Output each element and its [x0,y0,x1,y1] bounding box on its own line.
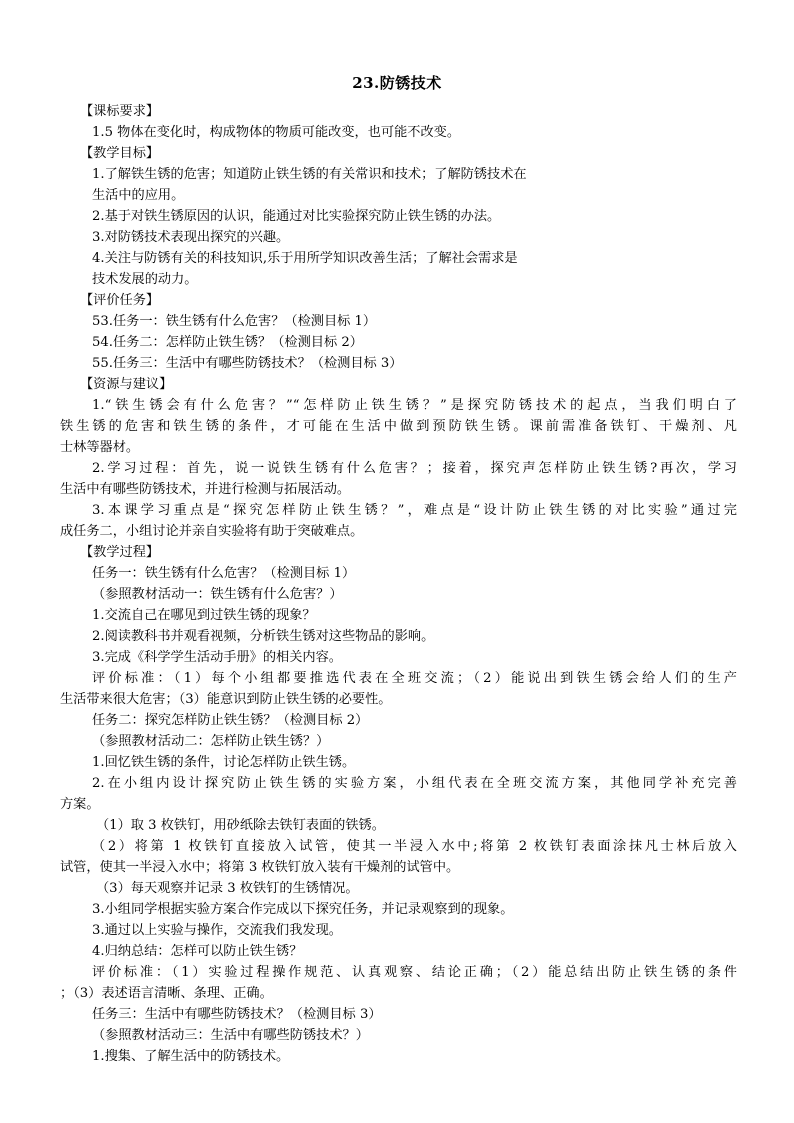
text-line: 1.回忆铁生锈的条件，讨论怎样防止铁生锈。 [92,755,356,770]
text-line: 55.任务三：生活中有哪些防锈技术？（检测目标 3） [92,356,403,371]
text-line: 2.在小组内设计探究防止铁生锈的实验方案，小组代表在全班交流方案，其他同学补充完善 [92,776,737,791]
text-line: 3.完成《科学学生活动手册》的相关内容。 [92,650,342,665]
text-line: 铁生锈的危害和铁生锈的条件，才可能在生活中做到预防铁生锈。课前需准备铁钉、干燥剂、凡 [60,419,737,434]
text-line: 生活中的应用。 [92,188,185,203]
text-line: 3.对防锈技术表现出探究的兴趣。 [92,230,290,245]
text-line: （1）取 3 枚铁钉，用砂纸除去铁钉表面的铁锈。 [96,818,385,833]
text-line: 试管，使其一半浸入水中；将第 3 枚铁钉放入装有干燥剂的试管中。 [60,860,460,875]
text-line: 53.任务一：铁生锈有什么危害？（检测目标 1） [92,314,377,329]
text-line: 1.“铁生锈会有什么危害？”“怎样防止铁生锈？”是探究防锈技术的起点，当我们明白了 [92,398,737,413]
text-line: 评价标准：（1）实验过程操作规范、认真观察、结论正确；（2）能总结出防止铁生锈的条件 [92,965,737,980]
text-line: 士林等器材。 [60,440,140,455]
text-line: 生活中有哪些防锈技术，并进行检测与拓展活动。 [60,482,351,497]
text-line: （3）每天观察并记录 3 枚铁钉的生锈情况。 [96,881,359,896]
text-line: 2.学习过程：首先，说一说铁生锈有什么危害？；接着，探究声怎样防止铁生锈?再次，学习 [92,461,737,476]
text-line: 1.交流自己在哪见到过铁生锈的现象？ [92,608,316,623]
text-line: 任务一：铁生锈有什么危害？（检测目标 1） [92,566,356,581]
text-line: 1.5 物体在变化时，构成物体的物质可能改变，也可能不改变。 [92,125,461,140]
text-line: 成任务二，小组讨论并亲自实验将有助于突破难点。 [60,524,364,539]
text-line: 2.阅读教科书并观看视频，分析铁生锈对这些物品的影响。 [92,629,435,644]
text-line: 54.任务二：怎样防止铁生锈？（检测目标 2） [92,335,363,350]
text-line: 任务二：探究怎样防止铁生锈？（检测目标 2） [92,713,369,728]
section-heading-assessment: 【评价任务】 [80,293,160,308]
page-title: 23.防锈技术 [352,74,442,92]
text-line: 3.通过以上实验与操作，交流我们我发现。 [92,923,342,938]
text-line: ；（3）表述语言清晰、条理、正确。 [60,986,273,1001]
text-line: 3.小组同学根据实验方案合作完成以下探究任务，并记录观察到的现象。 [92,902,514,917]
text-line: （参照教材活动三：生活中有哪些防锈技术？） [92,1028,369,1043]
section-heading-process: 【教学过程】 [80,545,160,560]
section-heading-objectives: 【教学目标】 [80,146,160,161]
text-line: 1.了解铁生锈的危害；知道防止铁生锈的有关常识和技术；了解防锈技术在 [92,167,527,182]
text-line: 1.搜集、了解生活中的防锈技术。 [92,1049,290,1064]
section-heading-curriculum: 【课标要求】 [80,104,160,119]
text-line: 4.归纳总结：怎样可以防止铁生锈？ [92,944,303,959]
text-line: 3.本课学习重点是“探究怎样防止铁生锈？”，难点是“设计防止铁生锈的对比实验”通过完 [92,503,737,518]
text-line: 方案。 [60,797,100,812]
text-line: 2.基于对铁生锈原因的认识，能通过对比实验探究防止铁生锈的办法。 [92,209,501,224]
section-heading-resources: 【资源与建议】 [80,377,173,392]
text-line: 技术发展的动力。 [92,272,198,287]
text-line: （2）将第 1 枚铁钉直接放入试管，使其一半浸入水中;将第 2 枚铁钉表面涂抹凡士林后放入 [92,839,737,854]
text-line: （参照教材活动一：铁生锈有什么危害？） [92,587,343,602]
text-line: 生活带来很大危害；（3）能意识到防止铁生锈的必要性。 [60,692,392,707]
text-line: 评价标准：（1）每个小组都要推选代表在全班交流；（2）能说出到铁生锈会给人们的生产 [92,671,737,686]
text-line: 4.关注与防锈有关的科技知识,乐于用所学知识改善生活；了解社会需求是 [92,251,518,266]
text-line: （参照教材活动二：怎样防止铁生锈？） [92,734,330,749]
text-line: 任务三：生活中有哪些防锈技术？（检测目标 3） [92,1007,382,1022]
